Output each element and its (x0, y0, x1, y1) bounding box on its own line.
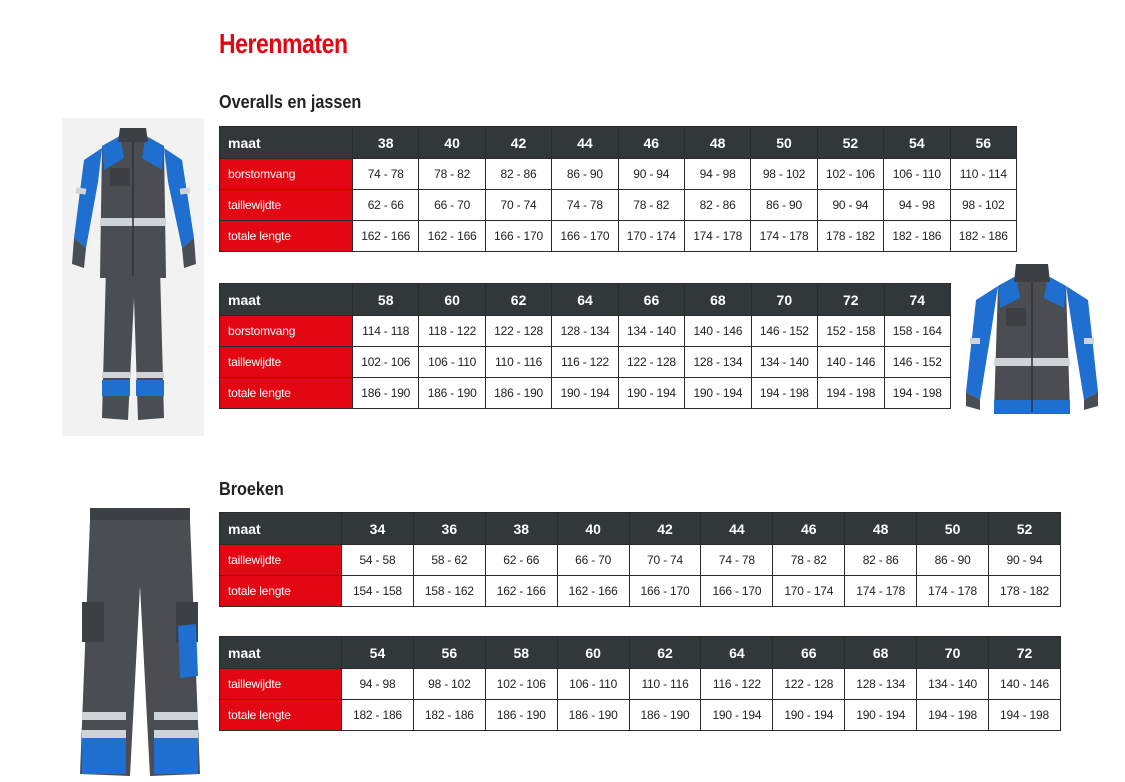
table-cell: 78 - 82 (618, 190, 684, 221)
row-label: borstomvang (220, 316, 353, 347)
table-cell: 134 - 140 (751, 347, 817, 378)
size-header: 52 (817, 127, 883, 159)
table-cell: 190 - 194 (701, 700, 773, 731)
table-cell: 174 - 178 (684, 221, 750, 252)
table-cell: 182 - 186 (950, 221, 1016, 252)
table-cell: 134 - 140 (618, 316, 684, 347)
header-label: maat (220, 284, 353, 316)
table-cell: 110 - 116 (629, 669, 701, 700)
table-cell: 82 - 86 (485, 159, 551, 190)
size-header: 54 (342, 637, 414, 669)
size-header: 62 (485, 284, 551, 316)
size-header: 36 (413, 513, 485, 545)
table-cell: 98 - 102 (751, 159, 817, 190)
table-cell: 194 - 198 (917, 700, 989, 731)
table-cell: 86 - 90 (917, 545, 989, 576)
size-header: 64 (701, 637, 773, 669)
table-cell: 74 - 78 (552, 190, 618, 221)
section-title-jackets: Overalls en jassen (219, 92, 362, 112)
table-cell: 170 - 174 (618, 221, 684, 252)
table-cell: 86 - 90 (552, 159, 618, 190)
table-cell: 98 - 102 (950, 190, 1016, 221)
table-cell: 116 - 122 (552, 347, 618, 378)
table-cell: 128 - 134 (845, 669, 917, 700)
size-header: 70 (751, 284, 817, 316)
table-cell: 146 - 152 (751, 316, 817, 347)
size-header: 58 (353, 284, 419, 316)
size-header: 72 (818, 284, 884, 316)
size-header: 40 (419, 127, 485, 159)
table-cell: 66 - 70 (557, 545, 629, 576)
table-cell: 194 - 198 (818, 378, 884, 409)
size-table-jackets-1 (219, 126, 1017, 252)
coverall-icon (62, 118, 204, 436)
table-header-row (220, 513, 1061, 545)
size-header: 38 (485, 513, 557, 545)
table-cell: 190 - 194 (773, 700, 845, 731)
table-cell: 66 - 70 (419, 190, 485, 221)
table-row (220, 700, 1061, 731)
table-cell: 186 - 190 (353, 378, 419, 409)
table-cell: 106 - 110 (557, 669, 629, 700)
table-cell: 158 - 164 (884, 316, 951, 347)
table-cell: 170 - 174 (773, 576, 845, 607)
row-label: taillewijdte (220, 190, 353, 221)
table-cell: 128 - 134 (552, 316, 618, 347)
header-label: maat (220, 637, 342, 669)
size-header: 66 (618, 284, 684, 316)
table-cell: 182 - 186 (884, 221, 950, 252)
table-cell: 62 - 66 (353, 190, 419, 221)
table-cell: 70 - 74 (485, 190, 551, 221)
size-header: 56 (413, 637, 485, 669)
table-cell: 162 - 166 (485, 576, 557, 607)
table-cell: 154 - 158 (342, 576, 414, 607)
table-header-row (220, 284, 951, 316)
row-label: totale lengte (220, 576, 342, 607)
table-cell: 194 - 198 (751, 378, 817, 409)
table-cell: 174 - 178 (845, 576, 917, 607)
table-cell: 110 - 116 (485, 347, 551, 378)
page-title: Herenmaten (219, 28, 348, 59)
size-header: 60 (419, 284, 485, 316)
table-cell: 186 - 190 (485, 700, 557, 731)
table-cell: 98 - 102 (413, 669, 485, 700)
table-cell: 82 - 86 (845, 545, 917, 576)
table-cell: 58 - 62 (413, 545, 485, 576)
table-cell: 190 - 194 (685, 378, 751, 409)
table-cell: 190 - 194 (845, 700, 917, 731)
table-cell: 140 - 146 (685, 316, 751, 347)
size-header: 58 (485, 637, 557, 669)
table-cell: 102 - 106 (353, 347, 419, 378)
table-cell: 134 - 140 (917, 669, 989, 700)
row-label: taillewijdte (220, 669, 342, 700)
table-cell: 174 - 178 (917, 576, 989, 607)
table-cell: 106 - 110 (419, 347, 485, 378)
table-cell: 166 - 170 (552, 221, 618, 252)
table-header-row (220, 637, 1061, 669)
table-cell: 174 - 178 (751, 221, 817, 252)
table-cell: 102 - 106 (817, 159, 883, 190)
section-title-trousers: Broeken (219, 479, 284, 499)
table-cell: 162 - 166 (419, 221, 485, 252)
table-cell: 102 - 106 (485, 669, 557, 700)
table-cell: 182 - 186 (413, 700, 485, 731)
table-row (220, 190, 1017, 221)
table-cell: 166 - 170 (485, 221, 551, 252)
size-header: 42 (485, 127, 551, 159)
table-cell: 178 - 182 (989, 576, 1061, 607)
table-row (220, 221, 1017, 252)
table-cell: 194 - 198 (989, 700, 1061, 731)
table-cell: 86 - 90 (751, 190, 817, 221)
table-row (220, 669, 1061, 700)
size-header: 44 (701, 513, 773, 545)
size-header: 42 (629, 513, 701, 545)
size-header: 52 (989, 513, 1061, 545)
size-table-jackets-2 (219, 283, 951, 409)
table-cell: 94 - 98 (884, 190, 950, 221)
table-row (220, 545, 1061, 576)
table-cell: 194 - 198 (884, 378, 951, 409)
table-cell: 78 - 82 (419, 159, 485, 190)
size-header: 48 (684, 127, 750, 159)
table-cell: 122 - 128 (485, 316, 551, 347)
table-cell: 182 - 186 (342, 700, 414, 731)
table-cell: 152 - 158 (818, 316, 884, 347)
jacket-icon (962, 262, 1102, 430)
size-header: 60 (557, 637, 629, 669)
size-header: 62 (629, 637, 701, 669)
size-header: 74 (884, 284, 951, 316)
table-cell: 186 - 190 (485, 378, 551, 409)
size-header: 34 (342, 513, 414, 545)
size-header: 44 (552, 127, 618, 159)
table-cell: 54 - 58 (342, 545, 414, 576)
table-cell: 166 - 170 (701, 576, 773, 607)
table-cell: 110 - 114 (950, 159, 1016, 190)
table-cell: 106 - 110 (884, 159, 950, 190)
size-header: 40 (557, 513, 629, 545)
row-label: borstomvang (220, 159, 353, 190)
size-header: 38 (353, 127, 419, 159)
table-cell: 118 - 122 (419, 316, 485, 347)
table-cell: 78 - 82 (773, 545, 845, 576)
size-header: 54 (884, 127, 950, 159)
header-label: maat (220, 513, 342, 545)
table-cell: 90 - 94 (989, 545, 1061, 576)
table-cell: 94 - 98 (342, 669, 414, 700)
table-header-row (220, 127, 1017, 159)
size-table-trousers-2 (219, 636, 1061, 731)
row-label: totale lengte (220, 700, 342, 731)
table-cell: 114 - 118 (353, 316, 419, 347)
table-cell: 74 - 78 (701, 545, 773, 576)
table-cell: 74 - 78 (353, 159, 419, 190)
table-cell: 116 - 122 (701, 669, 773, 700)
table-cell: 186 - 190 (629, 700, 701, 731)
table-row (220, 316, 951, 347)
table-cell: 62 - 66 (485, 545, 557, 576)
row-label: taillewijdte (220, 347, 353, 378)
table-row (220, 576, 1061, 607)
table-cell: 158 - 162 (413, 576, 485, 607)
table-cell: 128 - 134 (685, 347, 751, 378)
table-cell: 82 - 86 (684, 190, 750, 221)
table-cell: 122 - 128 (773, 669, 845, 700)
table-cell: 70 - 74 (629, 545, 701, 576)
size-table-trousers-1 (219, 512, 1061, 607)
table-cell: 186 - 190 (419, 378, 485, 409)
table-cell: 90 - 94 (817, 190, 883, 221)
size-header: 50 (751, 127, 817, 159)
table-row (220, 347, 951, 378)
table-cell: 190 - 194 (618, 378, 684, 409)
table-cell: 178 - 182 (817, 221, 883, 252)
row-label: totale lengte (220, 378, 353, 409)
header-label: maat (220, 127, 353, 159)
table-cell: 162 - 166 (353, 221, 419, 252)
table-cell: 162 - 166 (557, 576, 629, 607)
size-header: 46 (618, 127, 684, 159)
row-label: taillewijdte (220, 545, 342, 576)
table-cell: 146 - 152 (884, 347, 951, 378)
table-cell: 166 - 170 (629, 576, 701, 607)
size-header: 70 (917, 637, 989, 669)
size-header: 68 (685, 284, 751, 316)
row-label: totale lengte (220, 221, 353, 252)
table-cell: 190 - 194 (552, 378, 618, 409)
size-header: 68 (845, 637, 917, 669)
table-row (220, 159, 1017, 190)
size-header: 50 (917, 513, 989, 545)
size-header: 56 (950, 127, 1016, 159)
table-cell: 140 - 146 (989, 669, 1061, 700)
size-header: 46 (773, 513, 845, 545)
table-cell: 122 - 128 (618, 347, 684, 378)
table-cell: 94 - 98 (684, 159, 750, 190)
trousers-icon (78, 506, 204, 780)
table-cell: 90 - 94 (618, 159, 684, 190)
size-header: 72 (989, 637, 1061, 669)
size-header: 64 (552, 284, 618, 316)
table-cell: 140 - 146 (818, 347, 884, 378)
size-header: 66 (773, 637, 845, 669)
table-cell: 186 - 190 (557, 700, 629, 731)
table-row (220, 378, 951, 409)
size-header: 48 (845, 513, 917, 545)
